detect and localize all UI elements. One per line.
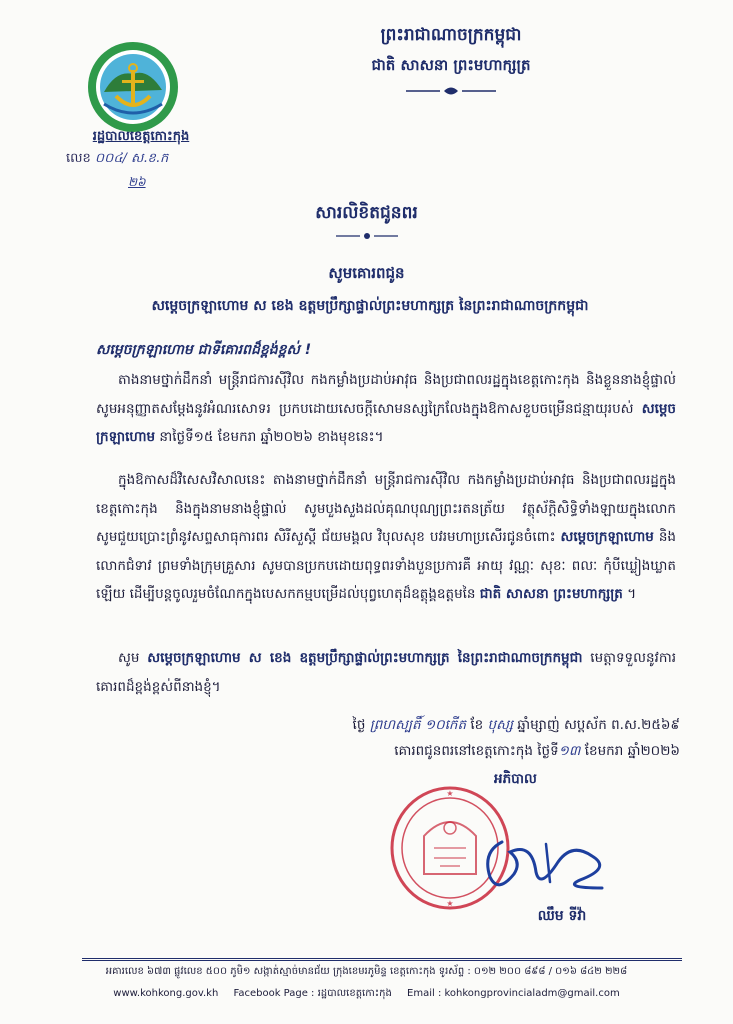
lunar-month-handwritten: បុស្ស xyxy=(487,717,513,733)
lunar-rest: ឆ្នាំម្សាញ់ សប្តស័ក ព.ស.២៥៦៩ xyxy=(517,717,680,733)
svg-text:★: ★ xyxy=(446,899,454,908)
handwritten-signature xyxy=(462,822,622,902)
reference-line xyxy=(66,150,168,169)
national-motto: ជាតិ សាសនា ព្រះមហាក្សត្រ xyxy=(371,56,531,74)
p1-text-a: តាងនាមថ្នាក់ដឹកនាំ មន្ត្រីរាជការស៊ីវិល កងកម្លាំងប្រដាប់អាវុធ និងប្រជាពលរដ្ឋក្នុងខេត្តកោះកុង និងខ្លួននាងខ្ញុំផ្ទាល់ សូមអនុញ្ញាតសម្តែងនូវអំណរសោទរ ប្រកបដោយសេចក្តីសោមនស្សក្រៃលែងក្នុងឱកាសខួបចម្រើនជន្មាយុរបស់ xyxy=(96,372,676,417)
p3-text-a: សូម xyxy=(118,650,140,666)
p3-bold: សម្តេចក្រឡាហោម ស ខេង ឧត្តមប្រឹក្សាផ្ទាល់ព្រះមហាក្សត្រ នៃព្រះរាជាណាចក្រកម្ពុជា xyxy=(147,650,583,666)
ref-sub-number: ២៦ xyxy=(128,175,146,189)
ornament-divider-icon xyxy=(404,86,498,96)
lunar-day-handwritten: ព្រហស្បតិ៍ ១០កើត xyxy=(369,717,467,733)
to-line: សូមគោរពជូន xyxy=(328,264,405,282)
provincial-seal-logo xyxy=(86,40,180,134)
lunar-date xyxy=(300,716,680,736)
paragraph-2 xyxy=(96,466,676,609)
title-ornament-icon xyxy=(334,232,400,240)
paragraph-3 xyxy=(96,644,676,701)
document-title: សារលិខិតជូនពរ xyxy=(315,203,418,223)
solar-rest: ខែមករា ឆ្នាំ២០២៦ xyxy=(584,743,680,759)
p2-end: ។ xyxy=(627,586,637,602)
paragraph-1 xyxy=(96,366,676,452)
ref-number: ០០៤/ xyxy=(94,151,127,166)
solar-day-handwritten: ១៣ xyxy=(558,743,581,759)
signer-role: អភិបាល xyxy=(494,771,537,787)
p1-bold: សម្តេចក្រឡាហោម xyxy=(96,400,676,445)
p2-bold-1: សម្តេចក្រឡាហោម xyxy=(560,529,654,545)
footer-divider xyxy=(82,958,682,961)
solar-date xyxy=(300,742,680,762)
office-name: រដ្ឋបាលខេត្តកោះកុង xyxy=(92,129,190,144)
footer-website-link[interactable]: www.kohkong.gov.kh xyxy=(113,988,219,999)
signer-name: ឈឹម ទីវ៉ា xyxy=(537,908,587,924)
footer-contact xyxy=(40,986,693,1001)
kingdom-heading: ព្រះរាជាណាចក្រកម្ពុជា xyxy=(380,25,522,45)
p2-text-a: ក្នុងឱកាសដ៏វិសេសវិសាលនេះ តាងនាមថ្នាក់ដឹកនាំ មន្ត្រីរាជការស៊ីវិល កងកម្លាំងប្រដាប់អាវុធ និងប្រជាពលរដ្ឋក្នុងខេត្តកោះកុង និងក្នុងនាមនាងខ្ញុំផ្ទាល់ សូមបួងសួងដល់គុណបុណ្យព្រះរតនត្រ័យ វត្ថុស័ក្តិសិទ្ធិទាំងឡាយក្នុងលោក សូមជួយប្រោះព្រំនូវសព្ទសាធុការពរ សិរីសួស្តី ជ័យមង្គល វិបុលសុខ បវរមហាប្រសើរជូនចំពោះ xyxy=(96,472,676,545)
p2-bold-2: ជាតិ សាសនា ព្រះមហាក្សត្រ xyxy=(479,586,623,602)
footer-facebook-link[interactable]: Facebook Page : រដ្ឋបាលខេត្តកោះកុង xyxy=(233,988,392,999)
ref-label: លេខ xyxy=(66,151,91,166)
ref-code: ស.ខ.ក xyxy=(131,151,169,166)
addressee: សម្តេចក្រឡាហោម ស ខេង ឧត្តមប្រឹក្សាផ្ទាល់ព្រះមហាក្សត្រ នៃព្រះរាជាណាចក្រកម្ពុជា xyxy=(151,298,589,314)
p3-text-b: មេត្តាទទួលនូវការគោរពដ៏ខ្ពង់ខ្ពស់ពីនាងខ្ញុំ។ xyxy=(96,650,676,695)
solar-prefix: គោរពជូនពរនៅខេត្តកោះកុង ថ្ងៃទី xyxy=(394,743,559,759)
footer-address: អគារលេខ ៦៧៣ ផ្លូវលេខ ៥០០ ភូមិ១ សង្កាត់ស្មាច់មានជ័យ ក្រុងខេមរភូមិន្ទ ខេត្តកោះកុង ទូរស័ព្ទ : ០១២ ២០០ ៨៩៨ / ០១៦ ៨៤២ ២២៨ xyxy=(105,966,628,977)
lunar-prefix: ថ្ងៃ xyxy=(352,717,366,733)
lunar-month-label: ខែ xyxy=(470,717,484,733)
footer-email-link[interactable]: Email : kohkongprovincialadm@gmail.com xyxy=(407,988,620,999)
p1-text-b: នាថ្ងៃទី១៥ ខែមករា ឆ្នាំ២០២៦ ខាងមុខនេះ។ xyxy=(159,429,384,445)
svg-text:★: ★ xyxy=(446,789,454,798)
salutation: សម្តេចក្រឡាហោម ជាទីគោរពដ៏ខ្ពង់ខ្ពស់ ! xyxy=(96,342,312,358)
p2-text-b: និងលោកជំទាវ ព្រមទាំងក្រុមគ្រួសារ សូមបានប្រកបដោយពុទ្ធពរទាំងបួនប្រការគឺ អាយុ វណ្ណៈ សុខៈ ពលៈ កុំបីឃ្លៀងឃ្លាតឡើយ ដើម្បីបន្តចូលរួមចំណែកក្នុងបេសកកម្មបម្រើដល់បុព្វហេតុដ៏ឧត្តុង្គឧត្តមនៃ xyxy=(96,529,676,602)
